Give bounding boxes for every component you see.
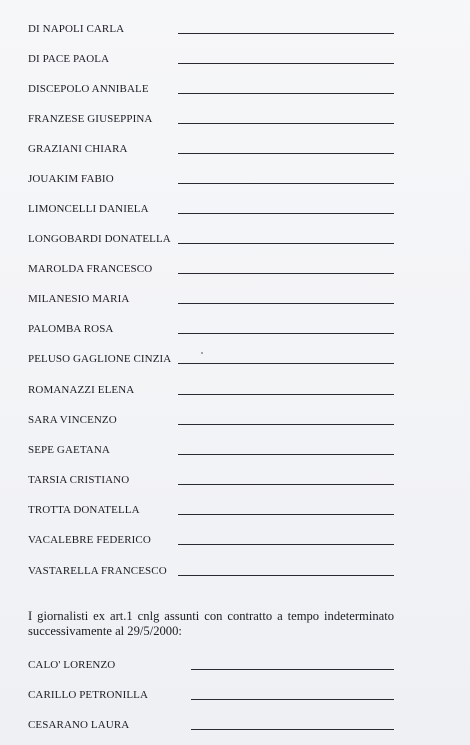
signature-line (178, 575, 394, 576)
signature-line (178, 33, 394, 34)
employee-name: TROTTA DONATELLA (28, 504, 140, 516)
signature-row (0, 142, 470, 162)
signature-row (0, 688, 470, 708)
employee-name: JOUAKIM FABIO (28, 173, 114, 185)
signature-row (0, 322, 470, 342)
signature-row (0, 413, 470, 433)
employee-name: VASTARELLA FRANCESCO (28, 565, 167, 577)
signature-row (0, 82, 470, 102)
employee-name: CALO' LORENZO (28, 659, 116, 671)
signature-line (178, 63, 394, 64)
employee-name: CARILLO PETRONILLA (28, 689, 149, 701)
signature-line (178, 183, 394, 184)
signature-line (178, 363, 394, 364)
section-paragraph (28, 609, 394, 639)
signature-line (178, 544, 394, 545)
employee-name: VACALEBRE FEDERICO (28, 534, 151, 546)
paragraph-line: successivamente al 29/5/2000: (28, 624, 182, 638)
employee-name: DI NAPOLI CARLA (28, 23, 125, 35)
employee-name: SARA VINCENZO (28, 414, 117, 426)
employee-name: PALOMBA ROSA (28, 323, 114, 335)
signature-row (0, 202, 470, 222)
signature-row (0, 172, 470, 192)
scan-speck (201, 352, 203, 354)
employee-name: DISCEPOLO ANNIBALE (28, 83, 149, 95)
employee-name: CESARANO LAURA (28, 719, 130, 731)
employee-name: MAROLDA FRANCESCO (28, 263, 153, 275)
signature-line (178, 213, 394, 214)
employee-name: DI PACE PAOLA (28, 53, 110, 65)
signature-row (0, 292, 470, 312)
signature-line (191, 699, 394, 700)
signature-row (0, 112, 470, 132)
signature-line (178, 454, 394, 455)
employee-name: LONGOBARDI DONATELLA (28, 233, 171, 245)
signature-row (0, 658, 470, 678)
signature-row (0, 718, 470, 738)
signature-line (191, 669, 394, 670)
signature-line (178, 333, 394, 334)
employee-name: MILANESIO MARIA (28, 293, 130, 305)
employee-name: TARSIA CRISTIANO (28, 474, 130, 486)
signature-line (178, 303, 394, 304)
signature-line (178, 93, 394, 94)
employee-name: LIMONCELLI DANIELA (28, 203, 149, 215)
signature-line (178, 484, 394, 485)
signature-row (0, 262, 470, 282)
signature-line (178, 394, 394, 395)
signature-row (0, 443, 470, 463)
paragraph-line: I giornalisti ex art.1 cnlg assunti con contratto a tempo indeterminato (28, 609, 394, 623)
signature-line (178, 153, 394, 154)
signature-row (0, 503, 470, 523)
signature-line (178, 273, 394, 274)
signature-row (0, 473, 470, 493)
employee-name: FRANZESE GIUSEPPINA (28, 113, 153, 125)
signature-row (0, 232, 470, 252)
signature-row (0, 22, 470, 42)
signature-line (178, 424, 394, 425)
employee-name: PELUSO GAGLIONE CINZIA (28, 353, 172, 365)
employee-name: ROMANAZZI ELENA (28, 384, 135, 396)
signature-row (0, 52, 470, 72)
signature-row (0, 352, 470, 372)
employee-name: GRAZIANI CHIARA (28, 143, 128, 155)
signature-line (191, 729, 394, 730)
employee-name: SEPE GAETANA (28, 444, 110, 456)
signature-line (178, 243, 394, 244)
signature-row (0, 564, 470, 584)
signature-row (0, 383, 470, 403)
signature-row (0, 533, 470, 553)
signature-line (178, 514, 394, 515)
signature-line (178, 123, 394, 124)
